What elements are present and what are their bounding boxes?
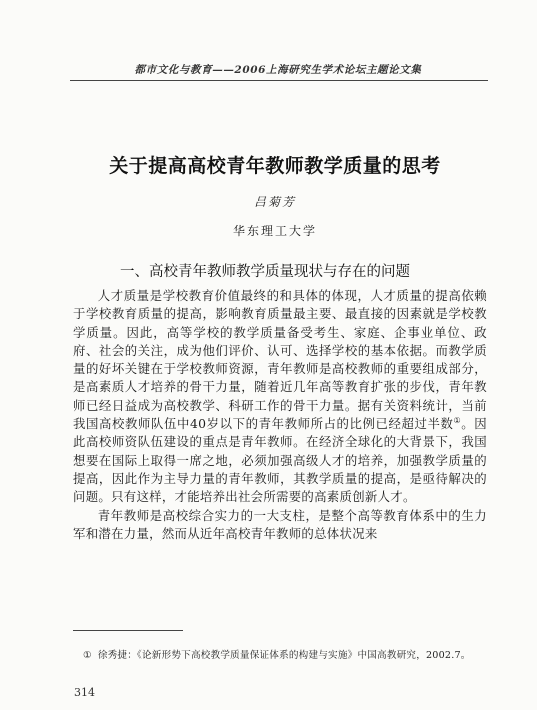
section-heading: 一、高校青年教师教学质量现状与存在的问题 [120, 264, 410, 280]
paragraph-2: 青年教师是高校综合实力的一大支柱，是整个高等教育体系中的生力军和潜在力量，然而从近年高校青年教师的总体状况来 [73, 507, 487, 541]
footnote-text: 徐秀捷：《论新形势下高校教学质量保证体系的构建与实施》中国高教研究，2002.7。 [97, 650, 471, 661]
running-head: 都市文化与教育——2006上海研究生学术论坛主题论文集 [134, 64, 422, 76]
footnote-reference[interactable]: ① [453, 415, 462, 425]
footnote-rule [73, 630, 183, 631]
body-text [73, 287, 487, 543]
page-number: 314 [74, 686, 95, 699]
paragraph-1-tail: 。因此高校师资队伍建设的重点是青年教师。在经济全球化的大背景下，我国想要在国际上取得一席之地，必须加强高级人才的培养，加强教学质量的提高，因此作为主导力量的青年教师，其教学质量的提高，是亟待解决的问题。只有这样，才能培养出社会所需要的高素质创新人才。 [73, 416, 487, 505]
paragraph-1 [73, 287, 487, 507]
footnote [73, 647, 483, 664]
paper-title: 关于提高高校青年教师教学质量的思考 [109, 155, 441, 177]
author-affiliation: 华东理工大学 [232, 224, 317, 238]
paragraph-1-main: 人才质量是学校教育价值最终的和具体的体现，人才质量的提高依赖于学校教育质量的提高，影响教育质量最主要、最直接的因素就是学校教学质量。因此，高等学校的教学质量备受考生、家庭、企事业单位、政府、社会的关注，成为他们评价、认可、选择学校的基本依据。而教学质量的好坏关键在于学校教师资源，青年教师是高校教师的重要组成部分，是高素质人才培养的骨干力量，随着近几年高等教育扩张的步伐，青年教师已经日益成为高校教学、科研工作的骨干力量。据有关资料统计，当前我国高校教师队伍中40岁以下的青年教师所占的比例已经超过半数 [73, 288, 487, 432]
footnote-mark: ① [83, 650, 92, 661]
header-rule [70, 80, 488, 81]
author-name: 吕菊芳 [253, 195, 296, 209]
